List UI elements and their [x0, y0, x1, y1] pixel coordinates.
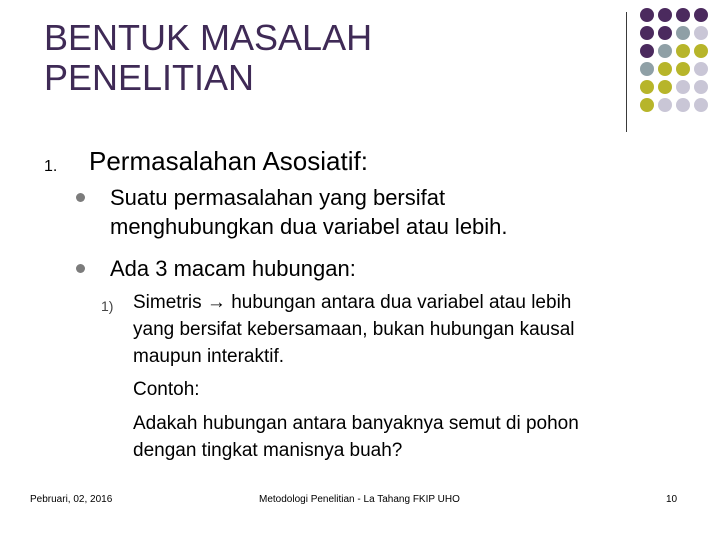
decorative-dot	[658, 44, 672, 58]
decorative-dot	[676, 8, 690, 22]
decorative-dot-grid	[640, 8, 716, 120]
right-arrow-icon: →	[206, 292, 226, 313]
decorative-dot	[676, 98, 690, 112]
footer-center-text: Metodologi Penelitian - La Tahang FKIP UHO	[259, 494, 460, 505]
example-line-1: Adakah hubungan antara banyaknya semut di pohon	[133, 413, 579, 434]
example-line-2: dengan tingkat manisnya buah?	[133, 440, 403, 461]
footer-date: Pebruari, 02, 2016	[30, 494, 113, 505]
decorative-dot	[658, 8, 672, 22]
decorative-dot	[694, 26, 708, 40]
decorative-dot	[676, 26, 690, 40]
decorative-dot	[658, 80, 672, 94]
item-heading: Permasalahan Asosiatif:	[89, 146, 368, 176]
example-label: Contoh:	[133, 379, 200, 400]
decorative-dot	[676, 44, 690, 58]
bullet-icon	[76, 193, 85, 202]
sub-item-number: 1)	[101, 298, 114, 314]
sub-item-line-1	[133, 291, 571, 315]
decorative-dot	[640, 62, 654, 76]
bullet-text-1b: menghubungkan dua variabel atau lebih.	[110, 214, 508, 239]
decorative-dot	[640, 44, 654, 58]
decorative-dot	[658, 98, 672, 112]
sub-item-line-3: maupun interaktif.	[133, 346, 285, 367]
decorative-dot	[694, 80, 708, 94]
decorative-dot	[694, 62, 708, 76]
decorative-divider-line	[626, 12, 627, 132]
decorative-dot	[694, 44, 708, 58]
title-line-2: PENELITIAN	[44, 57, 255, 98]
title-line-1: BENTUK MASALAH	[44, 17, 373, 58]
bullet-icon	[76, 264, 85, 273]
slide-title	[44, 18, 372, 98]
bullet-text-1a: Suatu permasalahan yang bersifat	[110, 185, 446, 210]
decorative-dot	[694, 98, 708, 112]
decorative-dot	[676, 62, 690, 76]
item-number: 1.	[44, 158, 58, 175]
footer-page-number: 10	[666, 494, 678, 505]
decorative-dot	[658, 26, 672, 40]
decorative-dot	[676, 80, 690, 94]
decorative-dot	[640, 26, 654, 40]
sub-item-definition: hubungan antara dua variabel atau lebih	[231, 292, 572, 313]
decorative-dot	[658, 62, 672, 76]
decorative-dot	[640, 98, 654, 112]
bullet-text-2: Ada 3 macam hubungan:	[110, 256, 356, 281]
decorative-dot	[640, 80, 654, 94]
sub-item-term: Simetris	[133, 292, 202, 313]
decorative-dot	[694, 8, 708, 22]
sub-item-line-2: yang bersifat kebersamaan, bukan hubungan kausal	[133, 319, 575, 340]
decorative-dot	[640, 8, 654, 22]
